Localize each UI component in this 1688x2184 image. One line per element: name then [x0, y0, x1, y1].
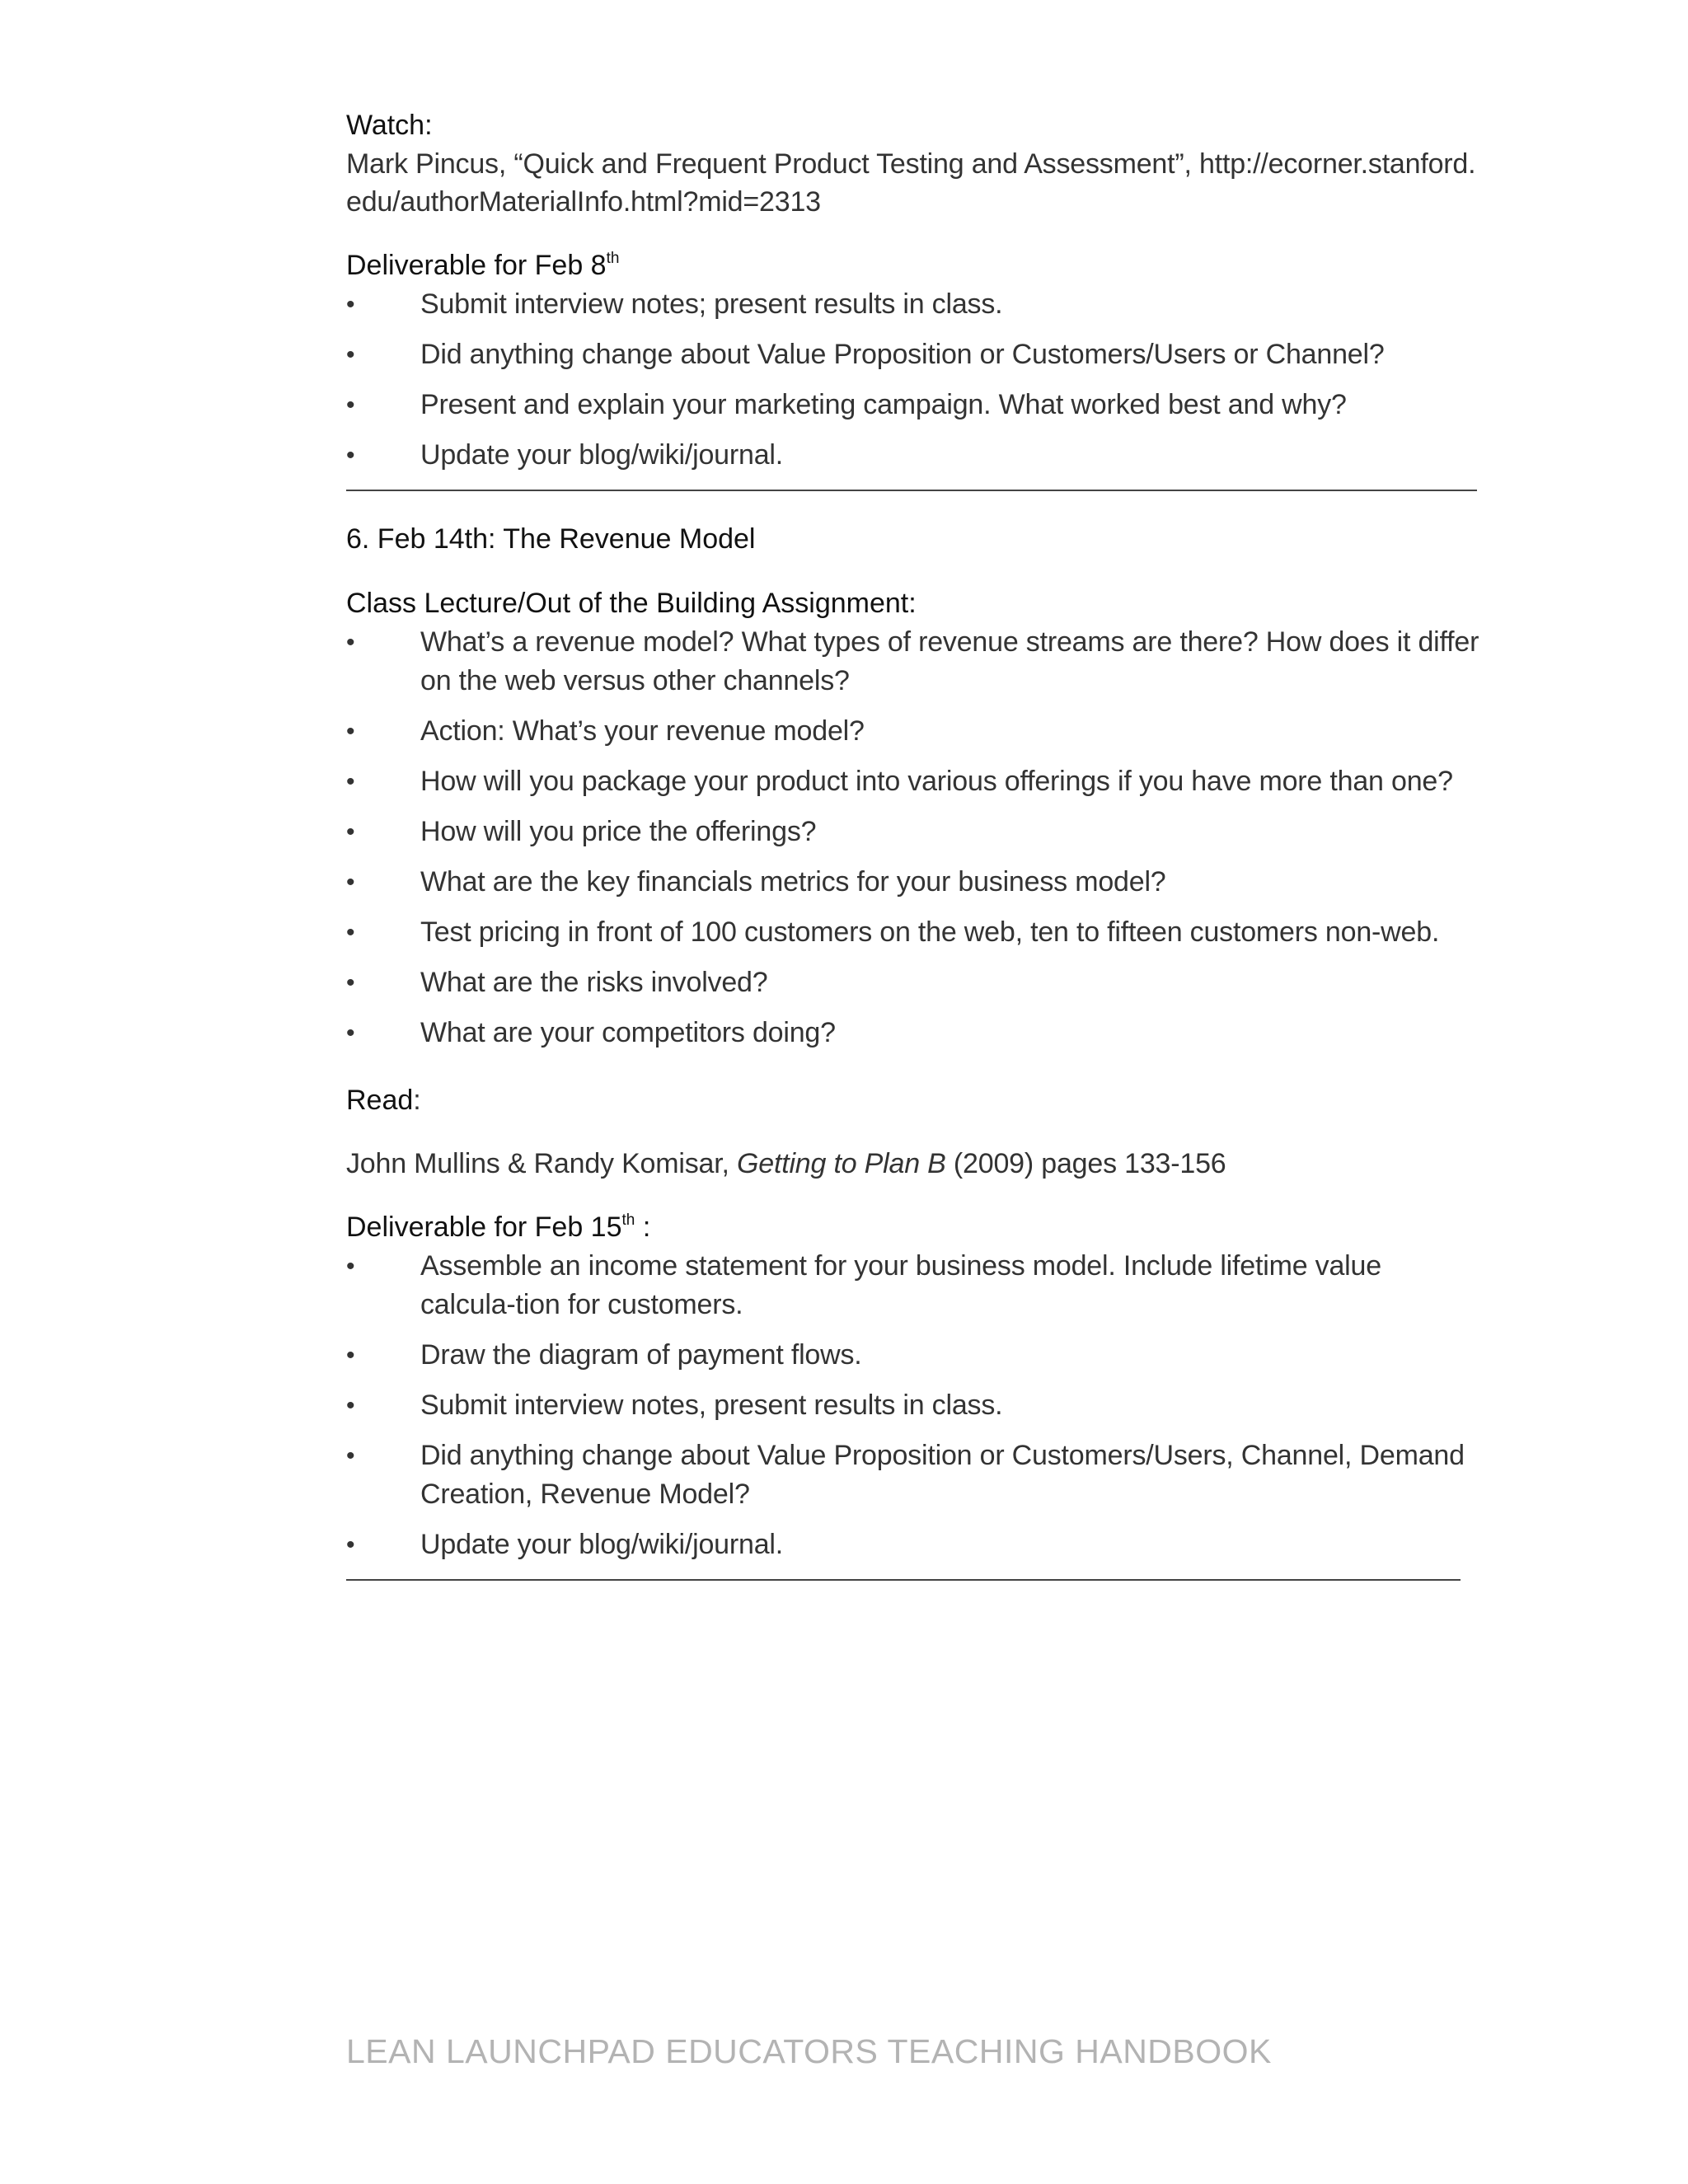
list-item: • Draw the diagram of payment flows.	[346, 1336, 1484, 1375]
document-page	[346, 105, 1484, 1581]
read-heading	[346, 1080, 1484, 1120]
ordinal-suffix: th	[621, 1211, 635, 1229]
bullet-icon: •	[346, 969, 355, 996]
list-item: • What are the key financials metrics for your business model?	[346, 863, 1484, 902]
list-item: • What’s a revenue model? What types of revenue streams are there? How does it differ on the web versus other channels?	[346, 623, 1484, 701]
read-book-title: Getting to Plan B	[737, 1148, 946, 1179]
bullet-icon: •	[346, 629, 355, 656]
bullet-icon: •	[346, 718, 355, 745]
bullet-icon: •	[346, 1019, 355, 1047]
bullet-icon: •	[346, 1392, 355, 1419]
deliverable-feb15-list	[346, 1247, 1484, 1564]
bullet-icon: •	[346, 1442, 355, 1469]
bullet-icon: •	[346, 341, 355, 368]
bullet-icon: •	[346, 291, 355, 318]
list-item: • Test pricing in front of 100 customers on the web, ten to fifteen customers non-web.	[346, 913, 1484, 952]
ordinal-suffix: th	[606, 249, 620, 267]
list-item: • Did anything change about Value Proposition or Customers/Users, Channel, Demand Creation, Revenue Model?	[346, 1436, 1484, 1514]
bullet-icon: •	[346, 1531, 355, 1558]
list-item: • Action: What’s your revenue model?	[346, 712, 1484, 751]
list-item: • What are the risks involved?	[346, 963, 1484, 1002]
section-title: 6. Feb 14th: The Revenue Model	[346, 523, 756, 555]
bullet-icon: •	[346, 1342, 355, 1369]
list-item: • How will you price the offerings?	[346, 813, 1484, 851]
list-item: • What are your competitors doing?	[346, 1014, 1484, 1052]
deliverable-feb8-list	[346, 285, 1484, 475]
bullet-icon: •	[346, 818, 355, 846]
read-heading-colon: :	[413, 1085, 421, 1116]
bullet-icon: •	[346, 768, 355, 795]
deliverable-feb8-heading	[346, 246, 1484, 285]
bullet-icon: •	[346, 869, 355, 896]
list-item: • Update your blog/wiki/journal.	[346, 1526, 1484, 1564]
read-authors: John Mullins & Randy Komisar,	[346, 1148, 737, 1179]
list-item: • How will you package your product into various offerings if you have more than one?	[346, 762, 1484, 801]
section-divider	[346, 490, 1477, 491]
list-item: • Update your blog/wiki/journal.	[346, 436, 1484, 475]
watch-citation-line-1: Mark Pincus, “Quick and Frequent Product Testing and Assessment”, http://ecorner.stanford.	[346, 148, 1476, 180]
watch-citation-line-2: edu/authorMaterialInfo.html?mid=2313	[346, 186, 821, 218]
assignment-heading: Class Lecture/Out of the Building Assignment:	[346, 588, 917, 619]
read-pages: (2009) pages 133-156	[945, 1148, 1226, 1179]
read-citation	[346, 1145, 1484, 1183]
list-item: • Did anything change about Value Proposition or Customers/Users or Channel?	[346, 335, 1484, 374]
bullet-icon: •	[346, 1253, 355, 1280]
deliverable-feb15-heading	[346, 1207, 1484, 1247]
deliverable-feb15-heading-text: Deliverable for Feb 15	[346, 1212, 622, 1243]
list-item: • Submit interview notes, present results in class.	[346, 1386, 1484, 1425]
bullet-icon: •	[346, 391, 355, 419]
bullet-icon: •	[346, 919, 355, 946]
list-item: • Present and explain your marketing campaign. What worked best and why?	[346, 386, 1484, 424]
section-divider	[346, 1579, 1461, 1581]
page-footer: LEAN LAUNCHPAD EDUCATORS TEACHING HANDBOOK	[346, 2032, 1272, 2070]
list-item: • Assemble an income statement for your business model. Include lifetime value calcula-tion for customers.	[346, 1247, 1484, 1324]
watch-citation	[346, 145, 1484, 221]
deliverable-feb8-heading-text: Deliverable for Feb 8	[346, 250, 607, 281]
read-heading-text: Read	[346, 1085, 414, 1116]
deliverable-feb15-heading-suffix: :	[635, 1212, 651, 1243]
watch-heading: Watch:	[346, 110, 433, 141]
list-item: • Submit interview notes; present results in class.	[346, 285, 1484, 324]
bullet-icon: •	[346, 442, 355, 469]
assignment-list	[346, 623, 1484, 1052]
